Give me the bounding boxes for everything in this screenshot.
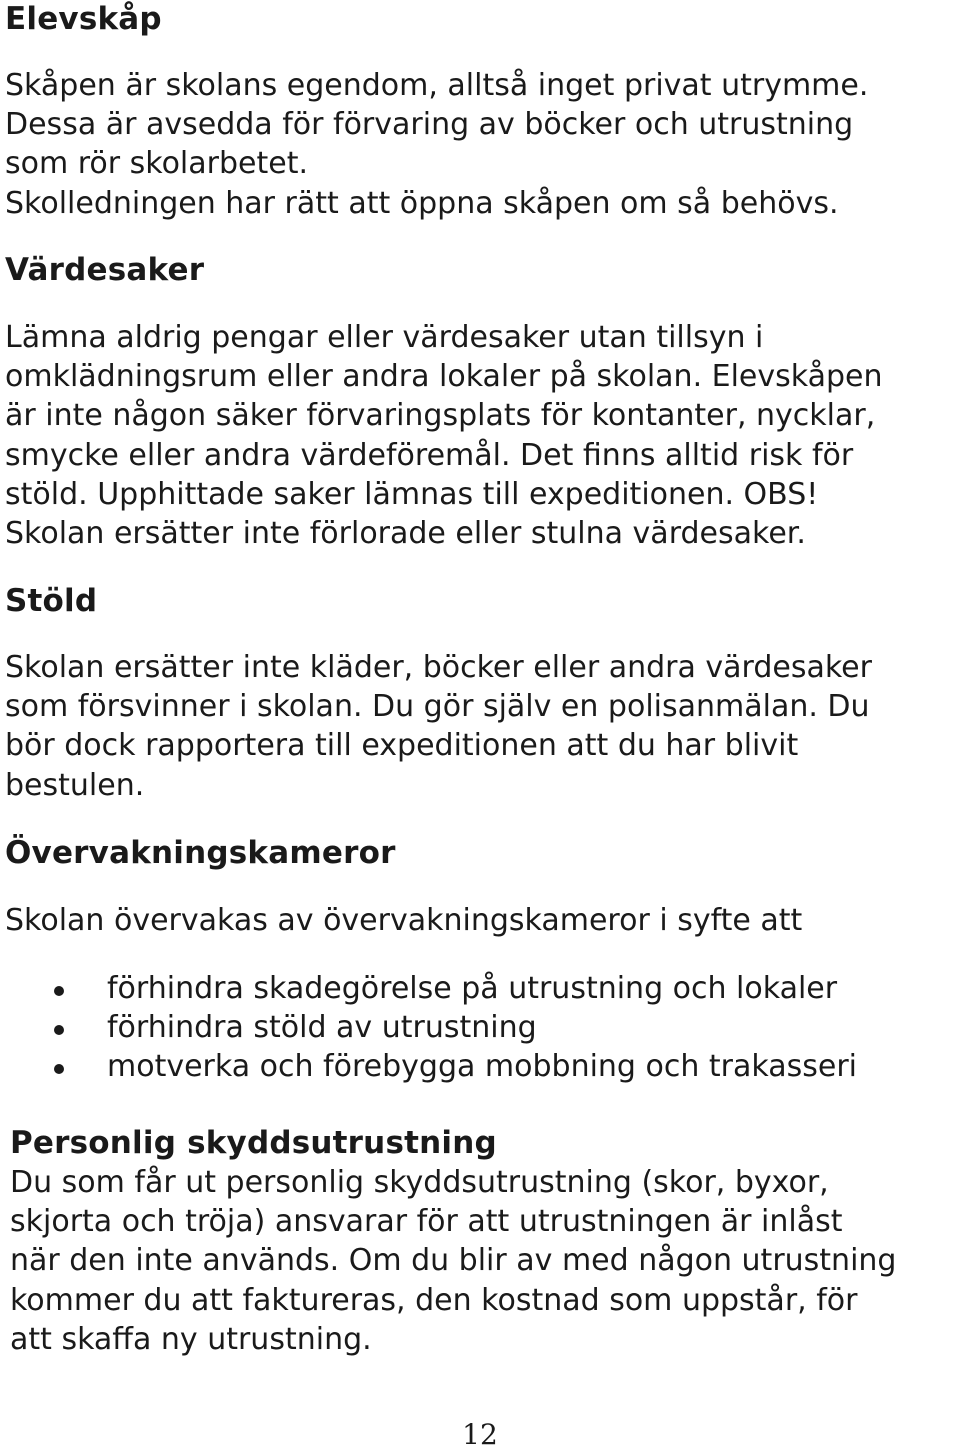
- text-line: som rör skolarbetet.: [5, 146, 309, 182]
- list-item-text: förhindra stöld av utrustning: [107, 1010, 537, 1045]
- paragraph-stold: [5, 648, 960, 805]
- text-line: Skåpen är skolans egendom, alltså inget privat utrymme.: [5, 68, 869, 103]
- list-item-text: förhindra skadegörelse på utrustning och lokaler: [107, 971, 838, 1006]
- list-item: [0, 1008, 857, 1047]
- bullet-icon: [54, 1064, 64, 1074]
- text-line: bör dock rapportera till expeditionen att du har blivit: [5, 728, 799, 764]
- text-line: när den inte används. Om du blir av med någon utrustning: [10, 1243, 897, 1279]
- paragraph-skydd: [10, 1163, 960, 1359]
- paragraph-vardesaker: [5, 318, 960, 553]
- page-number: 12: [462, 1418, 498, 1451]
- list-item: [0, 1047, 857, 1086]
- list-item-text: motverka och förebygga mobbning och trakasseri: [107, 1049, 857, 1084]
- section-stold: [5, 582, 960, 620]
- text-line: Du som får ut personlig skyddsutrustning (skor, byxor,: [10, 1165, 829, 1200]
- bullet-icon: [54, 1025, 64, 1035]
- text-line: Skolan ersätter inte förlorade eller stulna värdesaker.: [5, 516, 806, 552]
- text-line: är inte någon säker förvaringsplats för kontanter, nycklar,: [5, 398, 876, 434]
- section-elevskap: [5, 0, 960, 38]
- text-line: som försvinner i skolan. Du gör själv en polisanmälan. Du: [5, 689, 870, 725]
- heading-stold: Stöld: [5, 583, 98, 619]
- section-overvakning: [5, 834, 960, 872]
- text-line: Skolan ersätter inte kläder, böcker eller andra värdesaker: [5, 650, 872, 685]
- heading-vardesaker: Värdesaker: [5, 252, 205, 288]
- paragraph-overvakning-intro: [5, 901, 960, 940]
- text-line: Lämna aldrig pengar eller värdesaker utan tillsyn i: [5, 320, 764, 355]
- bullet-icon: [54, 986, 64, 996]
- text-line: att skaffa ny utrustning.: [10, 1321, 372, 1357]
- text-line: Skolan övervakas av övervakningskameror i syfte att: [5, 903, 803, 938]
- text-line: skjorta och tröja) ansvarar för att utrustningen är inlåst: [10, 1204, 843, 1240]
- text-line: bestulen.: [5, 767, 145, 803]
- text-line: stöld. Upphittade saker lämnas till expeditionen. OBS!: [5, 476, 819, 512]
- bullet-list: [0, 969, 857, 1086]
- text-line: omklädningsrum eller andra lokaler på skolan. Elevskåpen: [5, 359, 883, 395]
- heading-overvakning: Övervakningskameror: [5, 835, 396, 871]
- heading-elevskap: Elevskåp: [5, 1, 162, 37]
- text-line: smycke eller andra värdeföremål. Det finns alltid risk för: [5, 437, 854, 473]
- paragraph-elevskap: [5, 66, 960, 223]
- section-skydd: [10, 1124, 960, 1162]
- text-line: Dessa är avsedda för förvaring av böcker och utrustning: [5, 107, 854, 143]
- list-item: [0, 969, 857, 1008]
- heading-skydd: Personlig skyddsutrustning: [10, 1125, 497, 1161]
- text-line: Skolledningen har rätt att öppna skåpen om så behövs.: [5, 185, 839, 221]
- section-vardesaker: [5, 251, 960, 289]
- text-line: kommer du att faktureras, den kostnad som uppstår, för: [10, 1282, 858, 1318]
